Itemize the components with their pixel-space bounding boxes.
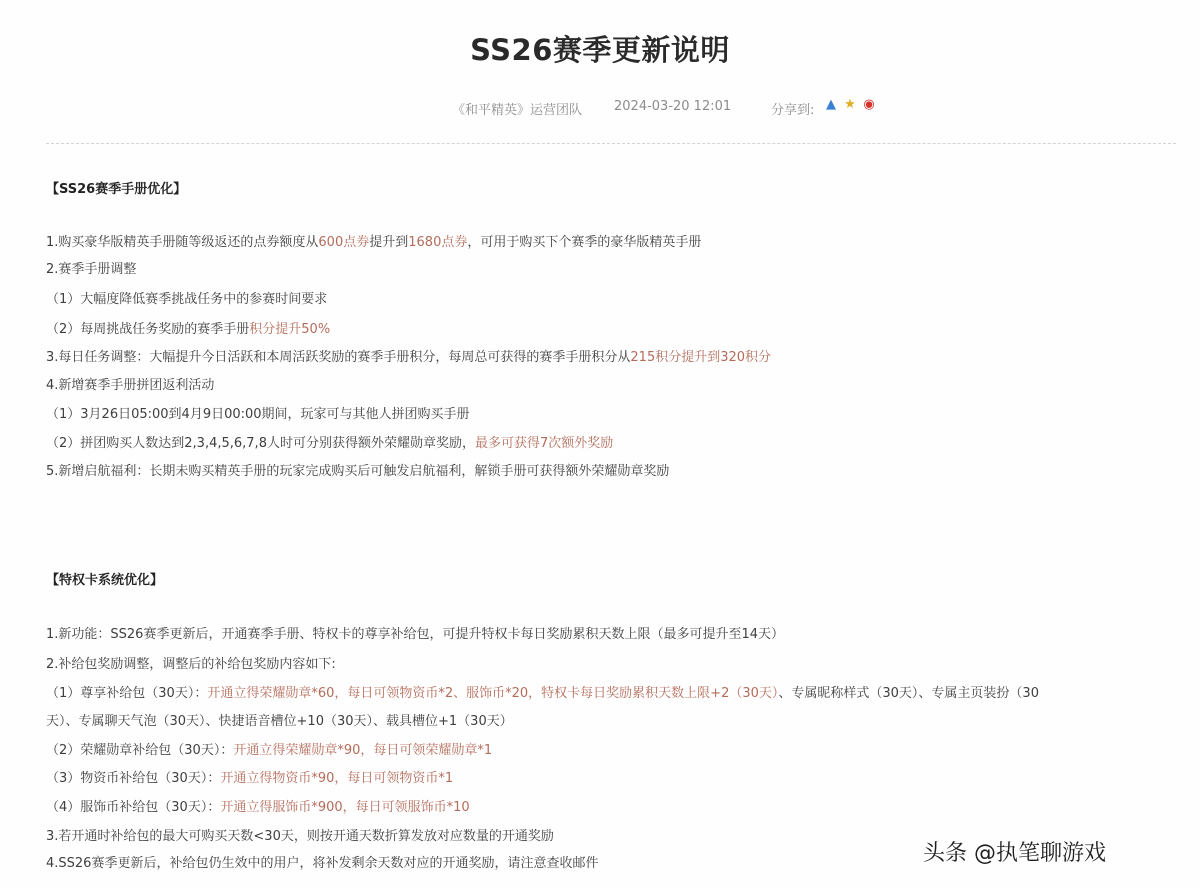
- content-line: （2）荣耀勋章补给包（30天）：开通立得荣耀勋章*90，每日可领荣耀勋章*1: [46, 743, 493, 758]
- weibo-icon[interactable]: ◉: [863, 97, 875, 112]
- article-title: SS26赛季更新说明: [470, 33, 730, 67]
- share-label: 分享到:: [771, 103, 815, 118]
- content-line: 1.购买豪华版精英手册随等级返还的点券额度从600点券提升到1680点券，可用于购买下个赛季的豪华版精英手册: [46, 235, 702, 250]
- watermark: 头条 @执笔聊游戏: [923, 841, 1106, 866]
- article-meta: [0, 99, 1200, 119]
- content-line: （1）尊享补给包（30天）：开通立得荣耀勋章*60，每日可领物资币*2、服饰币*20，特权卡每日奖励累积天数上限+2（30天）、专属昵称样式（30天）、专属主页装扮（30: [46, 686, 1039, 701]
- section-heading-manual: 【SS26赛季手册优化】: [46, 182, 187, 197]
- content-line: 3.每日任务调整：大幅提升今日活跃和本周活跃奖励的赛季手册积分，每周总可获得的赛季手册积分从215积分提升到320积分: [46, 350, 772, 365]
- divider: [46, 143, 1176, 144]
- content-line: （1）3月26日05:00到4月9日00:00期间，玩家可与其他人拼团购买手册: [46, 407, 470, 422]
- content-line: （1）大幅度降低赛季挑战任务中的参赛时间要求: [46, 292, 328, 307]
- share-icons: [823, 97, 877, 113]
- content-line: 5.新增启航福利：长期未购买精英手册的玩家完成购买后可触发启航福利，解锁手册可获得额外荣耀勋章奖励: [46, 464, 670, 479]
- content-line: 2.赛季手册调整: [46, 262, 137, 277]
- star-icon[interactable]: ★: [844, 97, 856, 112]
- content-line: 4.SS26赛季更新后，补给包仍生效中的用户，将补发剩余天数对应的开通奖励，请注意查收邮件: [46, 856, 599, 871]
- article-date: 2024-03-20 12:01: [614, 99, 732, 114]
- content-line: 4.新增赛季手册拼团返利活动: [46, 378, 215, 393]
- content-line: 3.若开通时补给包的最大可购买天数<30天，则按开通天数折算发放对应数量的开通奖励: [46, 829, 554, 844]
- content-line: 天）、专属聊天气泡（30天）、快捷语音槽位+10（30天）、载具槽位+1（30天）: [46, 714, 513, 729]
- content-line: （4）服饰币补给包（30天）：开通立得服饰币*900，每日可领服饰币*10: [46, 800, 470, 815]
- section-heading-privilege: 【特权卡系统优化】: [46, 573, 164, 588]
- article-source[interactable]: 《和平精英》运营团队: [452, 103, 583, 118]
- content-line: 2.补给包奖励调整，调整后的补给包奖励内容如下:: [46, 657, 336, 672]
- qzone-icon[interactable]: ▲: [826, 97, 836, 112]
- content-line: （2）每周挑战任务奖励的赛季手册积分提升50%: [46, 322, 331, 337]
- content-line: （2）拼团购买人数达到2,3,4,5,6,7,8人时可分别获得额外荣耀勋章奖励，最多可获得7次额外奖励: [46, 436, 614, 451]
- content-line: 1.新功能：SS26赛季更新后，开通赛季手册、特权卡的尊享补给包，可提升特权卡每日奖励累积天数上限（最多可提升至14天）: [46, 627, 784, 642]
- content-line: （3）物资币补给包（30天）：开通立得物资币*90，每日可领物资币*1: [46, 771, 454, 786]
